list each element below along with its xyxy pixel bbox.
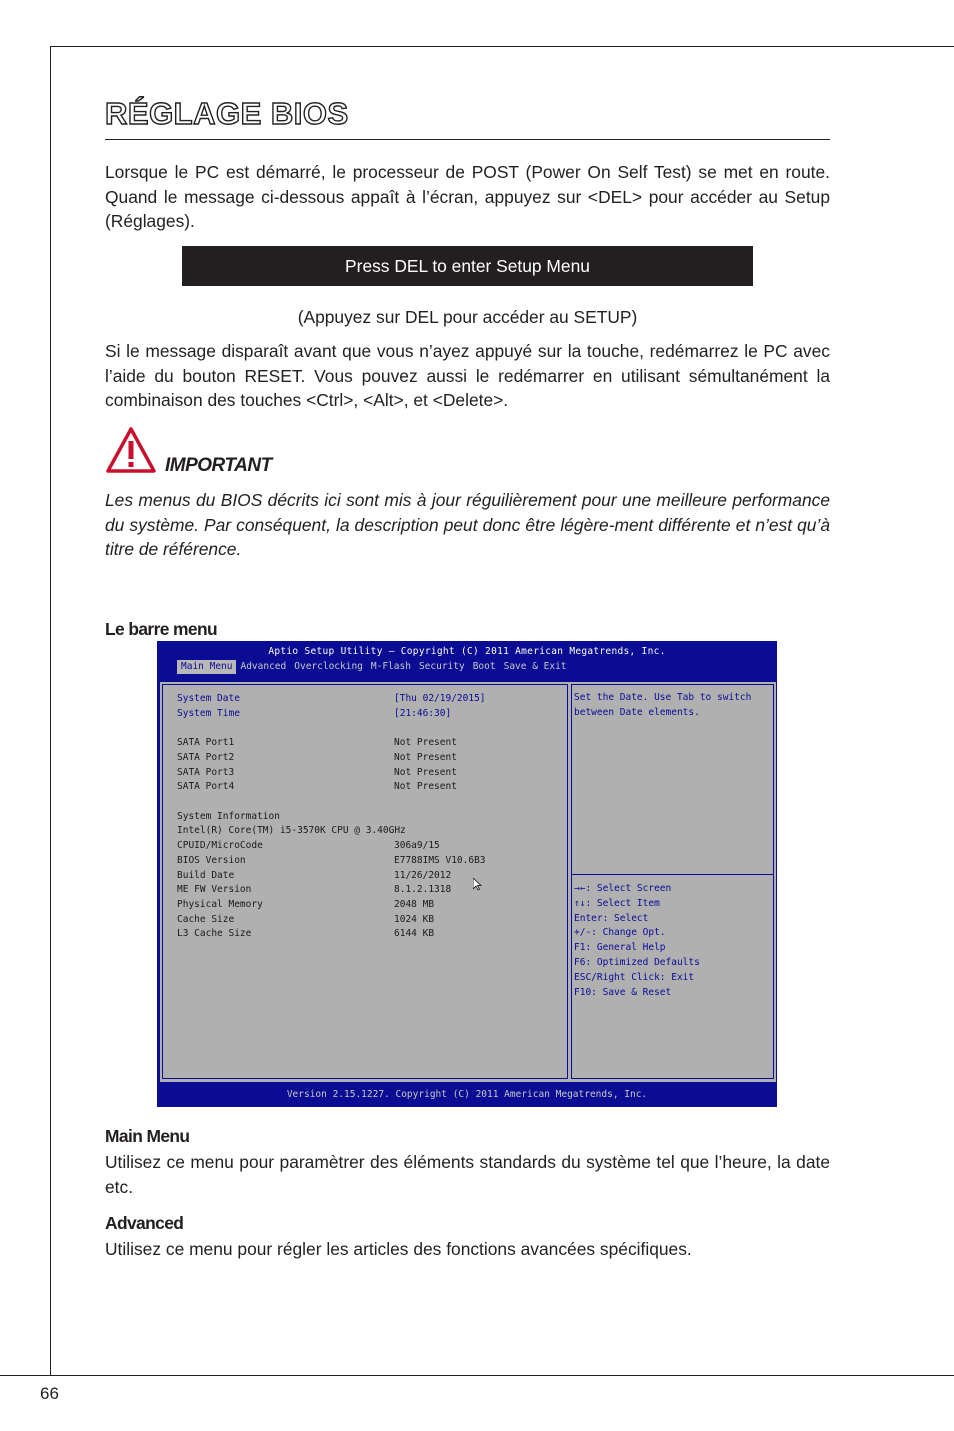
bios-menu-boot[interactable]: Boot [472,661,496,672]
bios-menu-security[interactable]: Security [418,661,465,672]
page-title: RÉGLAGE BIOS [105,96,349,131]
bios-help-text: Set the Date. Use Tab to switch between Date elements. [574,692,758,718]
important-label: IMPORTANT [165,455,272,476]
del-message-text: Press DEL to enter Setup Menu [345,255,590,276]
title-underline [105,139,830,140]
bios-footer: Version 2.15.1227. Copyright (C) 2011 American Megatrends, Inc. [286,1089,648,1100]
key-select-screen: →←: Select Screen [574,883,672,894]
key-optimized-defaults: F6: Optimized Defaults [574,956,700,968]
frame-left-rule [50,46,51,1375]
advanced-description: Utilisez ce menu pour régler les articles des fonctions avancées spécifiques. [105,1239,692,1259]
bios-title: Aptio Setup Utility – Copyright (C) 2011 American Megatrends, Inc. [268,646,666,657]
key-exit: ESC/Right Click: Exit [574,971,695,983]
key-save-reset: F10: Save & Reset [574,986,672,998]
bios-menu-advanced[interactable]: Advanced [240,661,287,672]
del-caption: (Appuyez sur DEL pour accéder au SETUP) [297,307,638,327]
important-note: Les menus du BIOS décrits ici sont mis à jour réguilièrement pour une meilleure performance du système. Par conséquent, la description peut donc être légère-ment différente et n’est qu’à titre de référence. [105,490,830,559]
frame-bottom-rule [0,1375,954,1376]
bios-menu-save-exit[interactable]: Save & Exit [503,661,567,672]
bios-help-separator [572,874,773,875]
bios-menu-mflash[interactable]: M-Flash [370,661,411,672]
bios-menu-overclocking[interactable]: Overclocking [294,661,363,672]
restart-paragraph: Si le message disparaît avant que vous n’ayez appuyé sur la touche, redémarrez le PC avec l’aide du bouton RESET. Vous pouvez aussi le redémarrer en utilisant sémultanément la combinaison des touches <Ctrl>, <Alt>, et <Delete>. [105,341,830,410]
main-menu-description: Utilisez ce menu pour paramètrer des éléments standards du système tel que l’heure, la date etc. [105,1152,830,1197]
key-select-item: ↑↓: Select Item [574,897,660,909]
menu-bar-heading: Le barre menu [105,619,218,639]
bios-key-legend [574,882,700,1000]
del-message-box [182,246,753,286]
bios-help-panel [571,684,774,1079]
bios-menu-bar [177,660,571,674]
bios-screenshot [157,641,777,1107]
warning-triangle-icon [105,426,157,474]
bios-body [159,681,777,1083]
frame-top-rule [50,46,954,47]
page-number: 66 [40,1384,59,1403]
key-general-help: F1: General Help [574,942,666,954]
advanced-heading: Advanced [105,1213,184,1233]
bios-settings-panel: System Date [Thu 02/19/2015] System Time [21:46:30] SATA Port1 Not Present SATA Port2 Not Present SATA Port3 Not Present SATA Port4 Not Present System Information Intel(R) Core(TM) i5-3570K CPU @ 3.40GHz CPUID/MicroCode 306a9/15 BIOS Version E7788IMS V10.6B3 Build Date 11/26/2012 ME FW Version 8.1.2.1318 Physical Memory 2048 MB Cache Size 1024 KB L3 Cache Size 6144 KB [162,684,568,1079]
main-menu-heading: Main Menu [105,1126,190,1146]
key-enter: Enter: Select [574,912,649,924]
mouse-cursor-icon [473,878,482,891]
bios-menu-main[interactable]: Main Menu [177,660,236,674]
intro-paragraph: Lorsque le PC est démarré, le processeur de POST (Power On Self Test) se met en route. Quand le message ci-dessous appaît à l’écran, appuyez sur <DEL> pour accéder au Setup (Réglages). [105,162,830,231]
key-change-opt: +/-: Change Opt. [574,927,666,939]
